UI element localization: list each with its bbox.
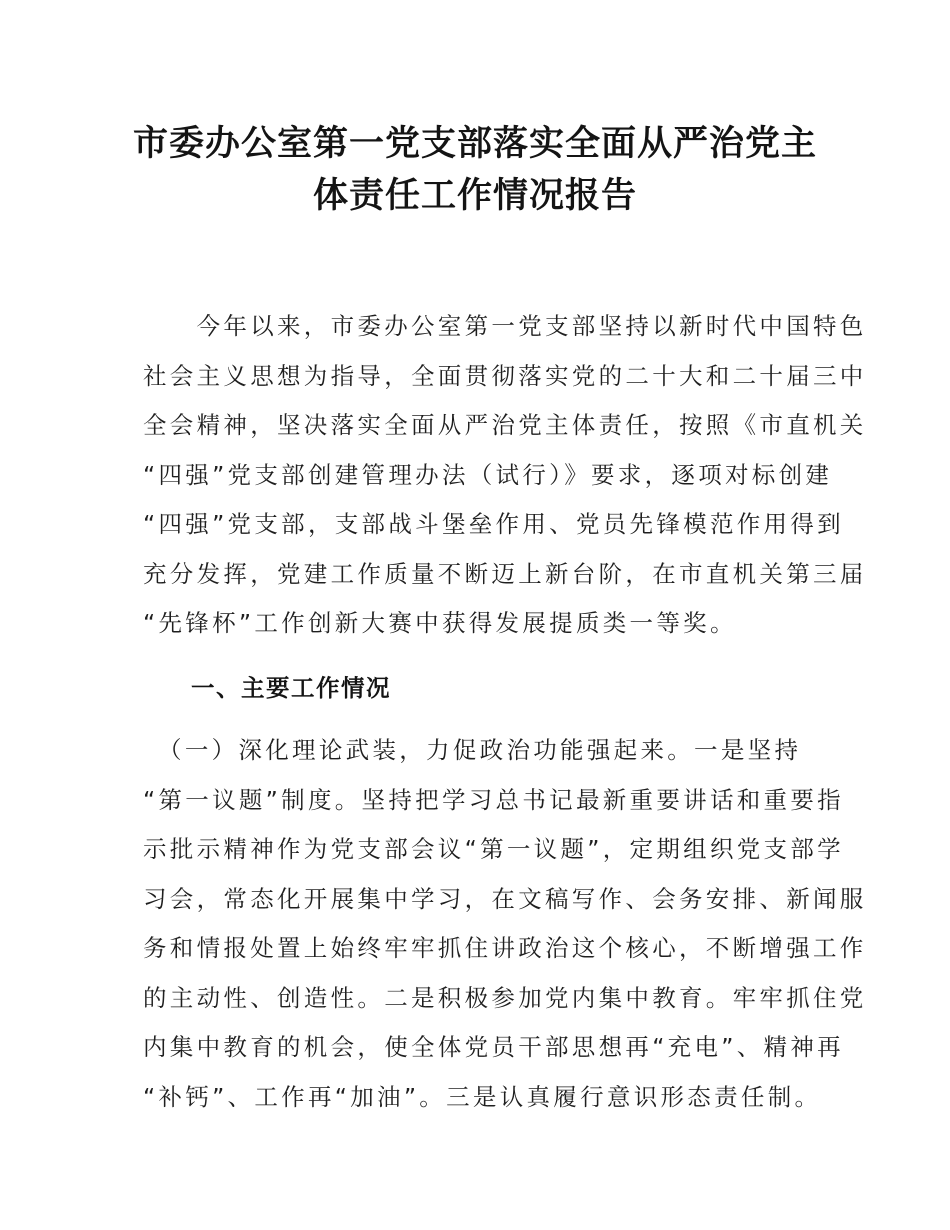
paragraph-line: “第一议题”制度。坚持把学习总书记最新重要讲话和重要指 [143,785,844,814]
title-line: 体责任工作情况报告 [312,175,637,216]
paragraph-line: “四强”党支部创建管理办法（试行）》要求，逐项对标创建 [143,460,833,489]
paragraph-line: （一）深化理论武装，力促政治功能强起来。一是坚持 [143,736,802,764]
paragraph-line: 务和情报处置上始终牢牢抓住讲政治这个核心，不断增强工作 [143,934,867,962]
paragraph-line: 社会主义思想为指导，全面贯彻落实党的二十大和二十届三中 [143,361,867,390]
paragraph-line: 的主动性、创造性。二是积极参加党内集中教育。牢牢抓住党 [143,983,867,1012]
page-title [120,118,830,222]
section-heading: 一、主要工作情况 [191,674,391,702]
paragraph-line: 习会，常态化开展集中学习，在文稿写作、会务安排、新闻服 [143,884,867,913]
intro-paragraph [143,302,867,649]
paragraph-line: “补钙”、工作再“加油”。三是认真履行意识形态责任制。 [143,1082,822,1111]
section-paragraph [143,726,867,1122]
paragraph-line: 示批示精神作为党支部会议“第一议题”，定期组织党支部学 [143,835,844,863]
paragraph-line: “先锋杯”工作创新大赛中获得发展提质类一等奖。 [143,609,737,637]
title-line: 市委办公室第一党支部落实全面从严治党主 [132,123,817,164]
paragraph-line: 内集中教育的机会，使全体党员干部思想再“充电”、精神再 [143,1033,844,1061]
paragraph-line: 今年以来，市委办公室第一党支部坚持以新时代中国特色 [143,312,867,340]
paragraph-line: 全会精神，坚决落实全面从严治党主体责任，按照《市直机关 [143,411,867,439]
paragraph-line: “四强”党支部，支部战斗堡垒作用、党员先锋模范作用得到 [143,510,844,538]
paragraph-line: 充分发挥，党建工作质量不断迈上新台阶，在市直机关第三届 [143,559,867,588]
